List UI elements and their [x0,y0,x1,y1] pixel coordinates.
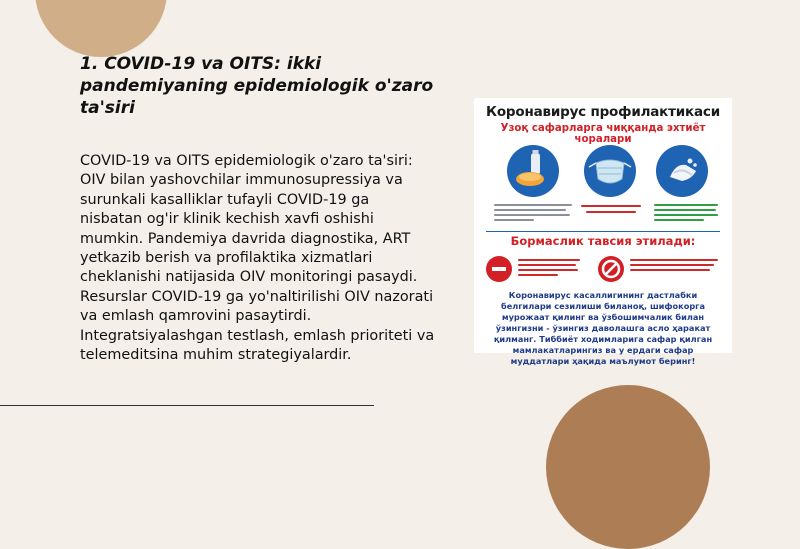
no-travel-icon [598,256,624,282]
poster-divider [486,231,720,232]
caption-line [654,209,716,211]
caption-line [630,264,714,266]
caption-line [494,214,570,216]
poster-subtitle: Узоқ сафарларга чиққанда эхтиёт чоралари [500,123,706,145]
bottom-divider-line [0,405,374,406]
caption-line [654,204,718,206]
caption-line [518,259,580,261]
caption-line [518,264,576,266]
food-hygiene-icon [507,145,559,197]
no-entry-icon [486,256,512,282]
slide-body-text: COVID-19 va OITS epidemiologik o'zaro ta'siri: OIV bilan yashovchilar immunosupressiya va surunkali kasalliklar tufayli COVID-19 ga nisbatan og'ir klinik kechish xavfi oshishi mumkin. Pandemiya davrida diagnostika, ART yetkazib berish va profilaktika xizmatlari cheklanishi natijasida OIV monitoringi pasaydi. Resurslar COVID-19 ga yo'naltirilishi OIV nazorati va emlash qamrovini pasaytirdi. Integratsiyalashgan testlash, emlash prioriteti va telemeditsina muhim strategiyalardir. [80,153,435,364]
caption-line [494,209,566,211]
caption-line [630,259,718,261]
decorative-circle-bottom [546,385,710,549]
handwashing-icon [656,145,708,197]
poster-title: Коронавирус профилактикаси [486,104,720,120]
caption-line [494,204,572,206]
decorative-circle-top [35,0,167,57]
coronavirus-prevention-poster [474,98,732,366]
caption-line [581,205,641,207]
caption-line [518,269,578,271]
caption-line [654,219,704,221]
slide-title: 1. COVID-19 va OITS: ikki pandemiyaning epidemiologik o'zaro ta'siri [80,54,434,118]
caption-line [654,214,718,216]
caption-line [518,274,558,276]
poster-bottom-text: Коронавирус касаллигининг дастлабки белгилари сезилиши биланоқ, шифокорга мурожаат қилинг ва ўзбошимчалик билан ўзингизни - ўзингиз даволашга асло ҳаракат қилманг. Тиббиёт ходимларига сафар қилган мамлакатларингиз ва у ердаги сафар муддатлари ҳақида маълумот беринг! [493,290,713,366]
caption-line [494,219,534,221]
caption-line [586,211,636,213]
poster-warning-heading: Бормаслик тавсия этилади: [510,234,696,248]
caption-line [630,269,710,271]
face-mask-icon [584,145,636,197]
